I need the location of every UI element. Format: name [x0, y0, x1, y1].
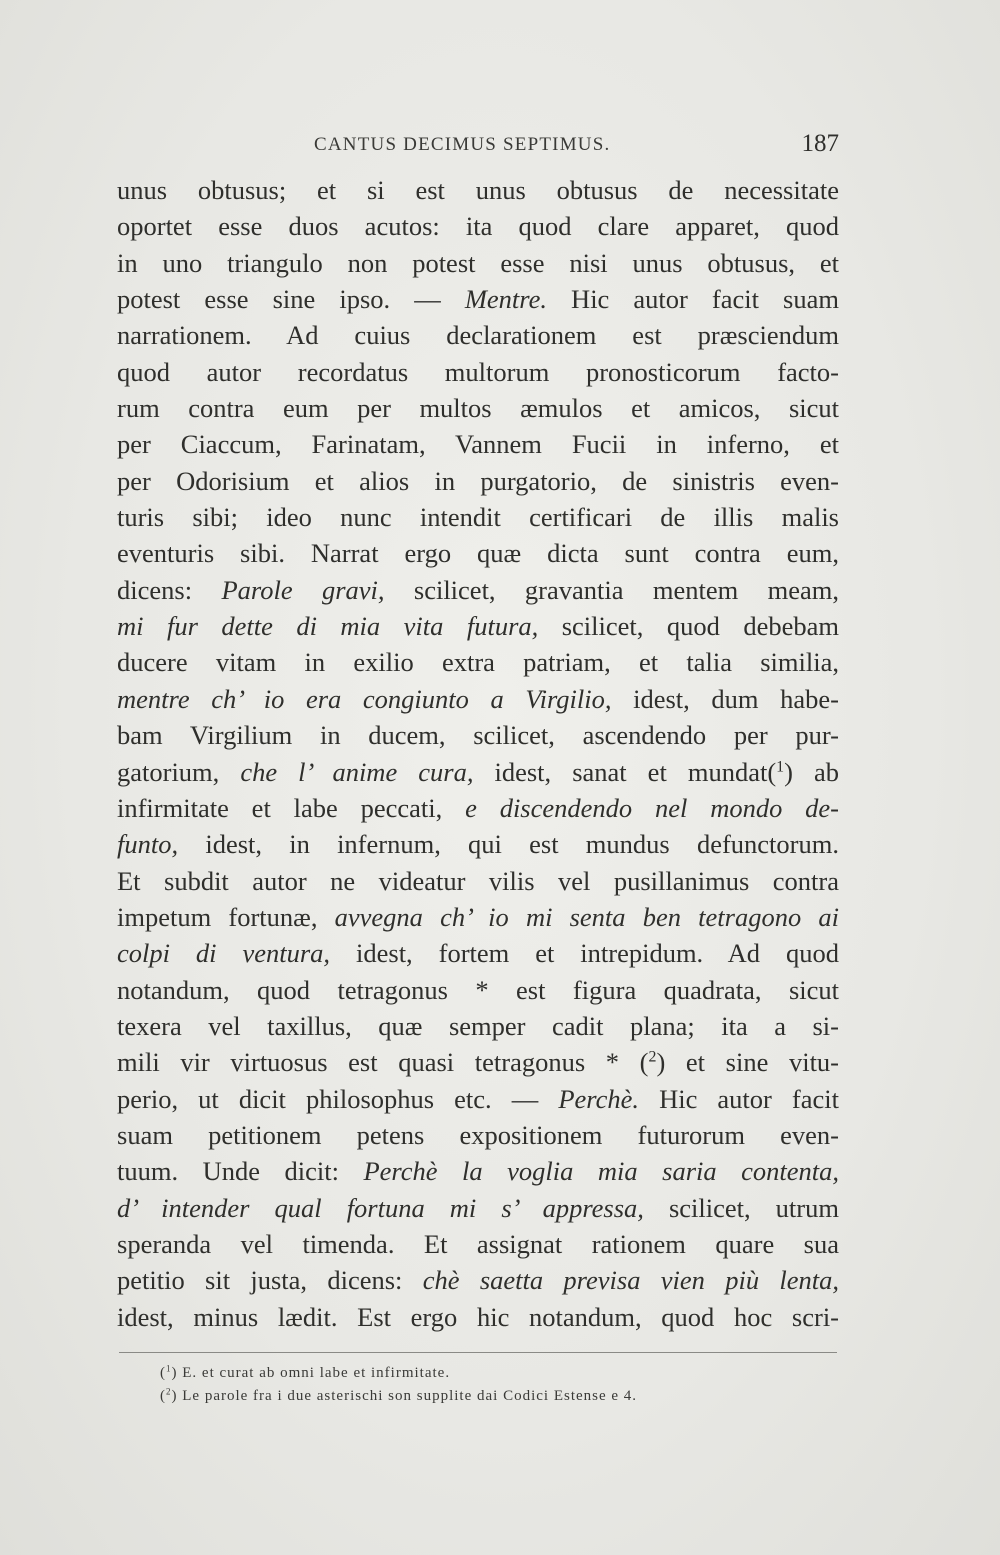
text-line [117, 572, 839, 608]
page-number: 187 [801, 130, 839, 157]
italic-quote: Mentre. [464, 284, 547, 315]
text-line [117, 426, 839, 462]
text-segment: suam petitionem petens expositionem futurorum even- [117, 1119, 839, 1150]
text-line [117, 826, 839, 862]
text-line [117, 1081, 839, 1117]
italic-quote: e discendendo nel mondo de- [465, 792, 839, 823]
text-segment: infirmitate et labe peccati, [117, 792, 466, 823]
text-segment: ) ab [784, 756, 839, 787]
text-line [117, 899, 839, 935]
text-line [117, 644, 839, 680]
italic-quote: colpi di ventura, [117, 938, 331, 969]
italic-quote: mentre ch’ io era congiunto a Virgilio, [117, 683, 612, 714]
footnote-1: ($^1$) E. et curat ab omni labe et infirmitate. [160, 1363, 451, 1381]
text-segment: ducere vitam in exilio extra patriam, et talia similia, [117, 647, 839, 678]
text-segment: turis sibi; ideo nunc intendit certificari de illis malis [117, 502, 839, 533]
text-segment: scilicet, utrum [643, 1192, 839, 1223]
text-segment: Et subdit autor ne videatur vilis vel pusillanimus contra [117, 865, 839, 896]
footnote-rule [119, 1352, 837, 1353]
text-line [117, 1226, 839, 1262]
italic-quote: che l’ anime cura, [240, 756, 474, 787]
text-segment: gatorium, [117, 756, 241, 787]
text-line [117, 1008, 839, 1044]
italic-quote: Perchè. [558, 1083, 639, 1114]
text-line [117, 281, 839, 317]
footnote-text: E. et curat ab omni labe et infirmitate. [182, 1365, 451, 1381]
text-segment: ) et sine vitu- [656, 1047, 840, 1078]
text-line [117, 717, 839, 753]
italic-quote: Parole gravi, [221, 574, 385, 605]
footnote-mark: 2 [166, 1386, 172, 1397]
text-line [117, 535, 839, 571]
text-line [117, 935, 839, 971]
text-segment: per Ciaccum, Farinatam, Vannem Fucii in inferno, et [117, 429, 839, 460]
text-line [117, 1262, 839, 1298]
text-segment: oportet esse duos acutos: ita quod clare apparet, quod [117, 211, 839, 242]
text-line [117, 1044, 839, 1080]
running-title: CANTUS DECIMUS SEPTIMUS. [314, 134, 611, 155]
text-line [117, 172, 839, 208]
text-segment: perio, ut dicit philosophus etc. — [117, 1083, 559, 1114]
text-segment: Hic autor facit suam [546, 284, 839, 315]
text-line [117, 317, 839, 353]
italic-quote: chè saetta previsa vien più lenta, [422, 1265, 839, 1296]
text-segment: narrationem. Ad cuius declarationem est præsciendum [117, 320, 839, 351]
footnotes [160, 1362, 840, 1408]
text-segment: idest, dum habe- [611, 683, 839, 714]
text-segment: notandum, quod tetragonus * est figura quadrata, sicut [117, 974, 839, 1005]
text-segment: bam Virgilium in ducem, scilicet, ascendendo per pur- [117, 720, 839, 751]
text-segment: texera vel taxillus, quæ semper cadit plana; ita a si- [117, 1010, 839, 1041]
footnote-text: Le parole fra i due asterischi son supplite dai Codici Estense e 4. [182, 1388, 638, 1404]
text-segment: eventuris sibi. Narrat ergo quæ dicta sunt contra eum, [117, 538, 839, 569]
text-segment: tuum. Unde dicit: [117, 1156, 364, 1187]
text-segment: scilicet, gravantia mentem meam, [384, 574, 839, 605]
text-line [117, 390, 839, 426]
text-line [117, 972, 839, 1008]
text-line [117, 499, 839, 535]
text-line [117, 790, 839, 826]
text-line [117, 1299, 839, 1335]
text-segment: petitio sit justa, dicens: [117, 1265, 423, 1296]
running-head [117, 130, 839, 162]
italic-quote: funto, [117, 829, 179, 860]
text-line [117, 1190, 839, 1226]
text-segment: idest, fortem et intrepidum. Ad quod [330, 938, 839, 969]
text-segment: impetum fortunæ, [117, 901, 335, 932]
text-segment: idest, sanat et mundat( [473, 756, 777, 787]
text-line [117, 354, 839, 390]
italic-quote: Perchè la voglia mia saria contenta, [363, 1156, 839, 1187]
text-segment: in uno triangulo non potest esse nisi unus obtusus, et [117, 247, 839, 278]
footnote-mark: 1 [166, 1363, 172, 1374]
text-line [117, 463, 839, 499]
footnote-ref: 2 [648, 1048, 657, 1066]
body-text [117, 172, 839, 1335]
italic-quote: mi fur dette di mia vita futura, [117, 611, 539, 642]
text-segment: per Odorisium et alios in purgatorio, de sinistris even- [117, 465, 839, 496]
footnote-ref: 1 [776, 757, 785, 775]
italic-quote: avvegna ch’ io mi senta ben tetragono ai [334, 901, 839, 932]
text-line [117, 608, 839, 644]
text-segment: speranda vel timenda. Et assignat rationem quare sua [117, 1228, 839, 1259]
text-line [117, 681, 839, 717]
text-line [117, 863, 839, 899]
text-line [117, 1153, 839, 1189]
text-segment: scilicet, quod debebam [538, 611, 839, 642]
text-segment: potest esse sine ipso. — [117, 284, 465, 315]
text-line [117, 754, 839, 790]
footnote-2: ($^2$) Le parole fra i due asterischi son supplite dai Codici Estense e 4. [160, 1386, 638, 1404]
text-segment: unus obtusus; et si est unus obtusus de necessitate [117, 175, 839, 205]
text-segment: idest, in infernum, qui est mundus defunctorum. [178, 829, 839, 860]
text-segment: idest, minus lædit. Est ergo hic notandum, quod hoc scri- [117, 1301, 839, 1332]
text-segment: rum contra eum per multos æmulos et amicos, sicut [117, 393, 839, 424]
text-line [117, 1117, 839, 1153]
text-line [117, 245, 839, 281]
text-segment: mili vir virtuosus est quasi tetragonus * ( [117, 1047, 649, 1078]
text-segment: dicens: [117, 574, 222, 605]
italic-quote: d’ intender qual fortuna mi s’ appressa, [117, 1192, 644, 1223]
text-segment: Hic autor facit [639, 1083, 839, 1114]
text-line [117, 208, 839, 244]
text-segment: quod autor recordatus multorum pronosticorum facto- [117, 356, 839, 387]
